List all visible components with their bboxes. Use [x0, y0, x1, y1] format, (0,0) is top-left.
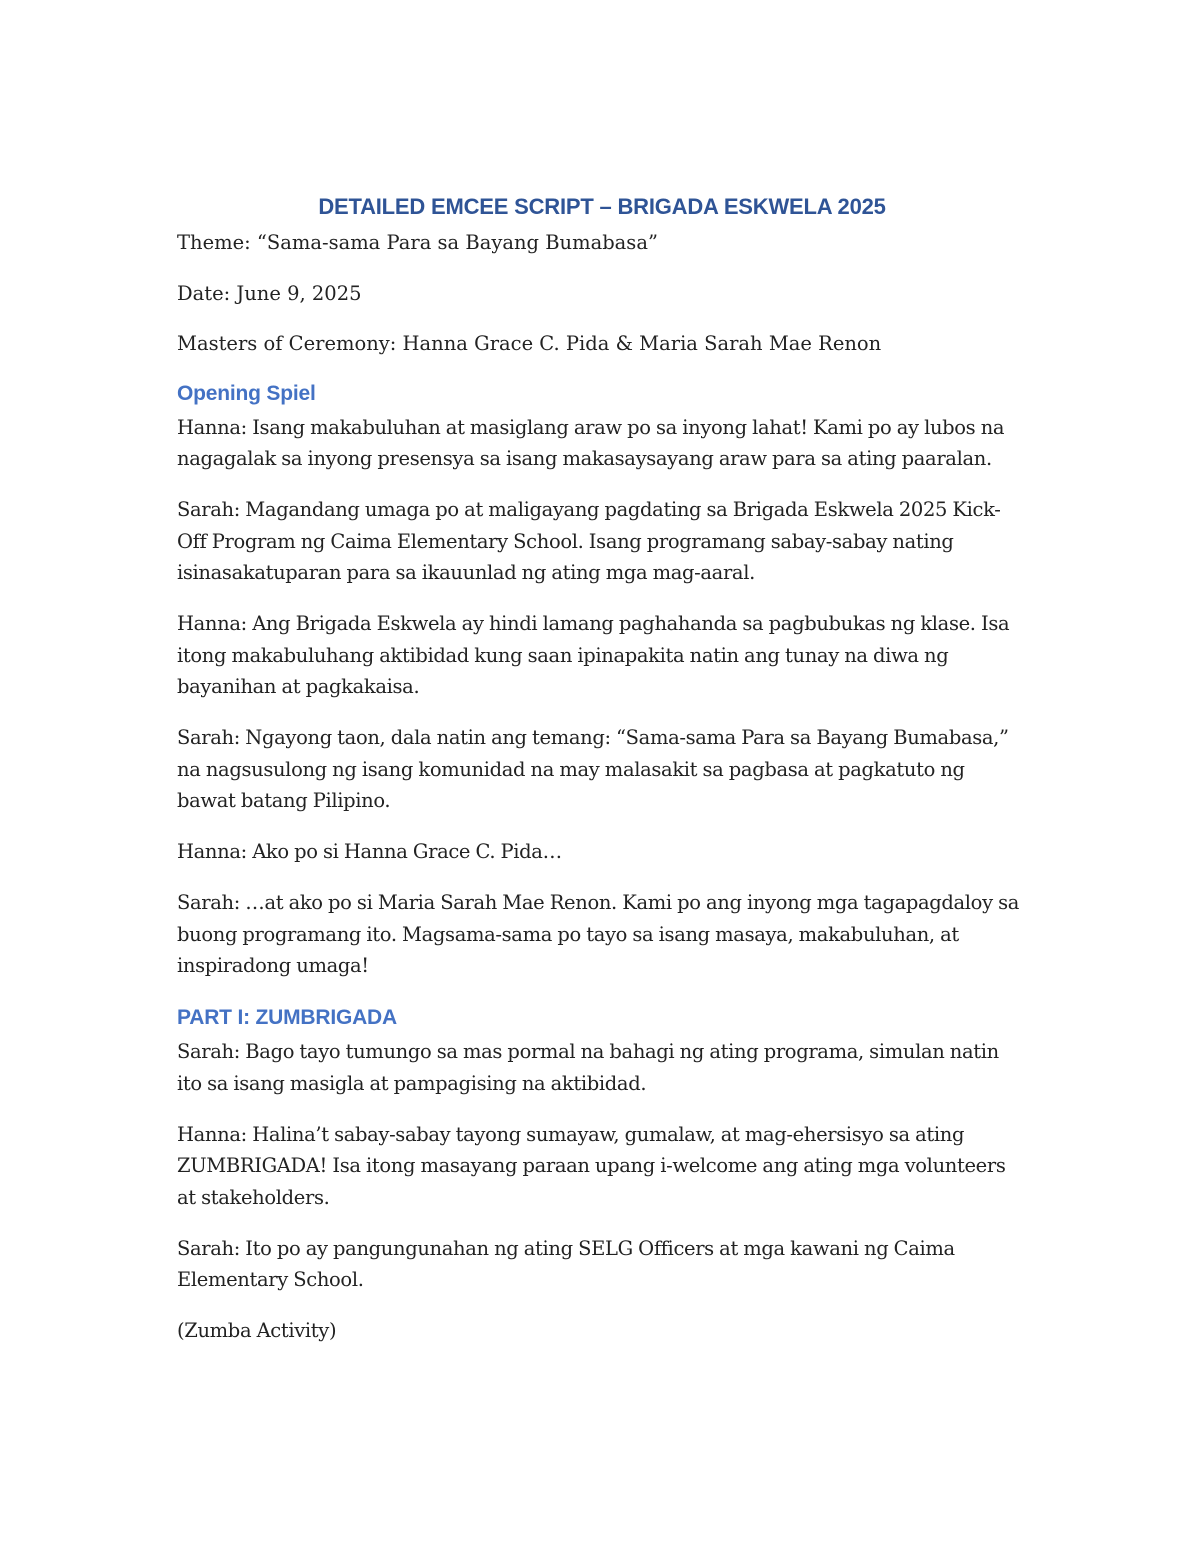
document-meta — [177, 227, 1027, 360]
script-paragraph: Sarah: Magandang umaga po at maligayang pagdating sa Brigada Eskwela 2025 Kick-Off Program ng Caima Elementary School. Isang programang sabay-sabay nating isinasakatuparan para sa ikauunlad ng ating mga mag-aaral. — [177, 498, 1001, 584]
script-paragraph: (Zumba Activity) — [177, 1319, 337, 1342]
document-body — [177, 191, 1027, 1366]
script-paragraph: Sarah: Ngayong taon, dala natin ang temang: “Sama-sama Para sa Bayang Bumabasa,” na nagsusulong ng isang komunidad na may malasakit sa pagbasa at pagkatuto ng bawat batang Pilipino. — [177, 726, 1009, 812]
section-heading: PART I: ZUMBRIGADA — [177, 1006, 397, 1029]
script-paragraph: Sarah: Ito po ay pangungunahan ng ating SELG Officers at mga kawani ng Caima Elementary School. — [177, 1236, 955, 1291]
section-heading: Opening Spiel — [177, 381, 316, 405]
section-opening-spiel — [177, 377, 1027, 982]
section-part-1-zumbrigada — [177, 1001, 1027, 1347]
script-paragraph: Hanna: Isang makabuluhan at masiglang araw po sa inyong lahat! Kami po ay lubos na nagagalak sa inyong presensya sa isang makasaysayang araw para sa ating paaralan. — [177, 415, 1005, 470]
script-paragraph: Sarah: …at ako po si Maria Sarah Mae Renon. Kami po ang inyong mga tagapagdaloy sa buong programang ito. Magsama-sama po tayo sa isang masaya, makabuluhan, at inspiradong umaga! — [177, 891, 1020, 977]
document-title: DETAILED EMCEE SCRIPT – BRIGADA ESKWELA 2025 — [318, 194, 886, 219]
script-paragraph: Sarah: Bago tayo tumungo sa mas pormal na bahagi ng ating programa, simulan natin ito sa isang masigla at pampagising na aktibidad. — [177, 1040, 999, 1095]
script-paragraph: Hanna: Ang Brigada Eskwela ay hindi lamang paghahanda sa pagbubukas ng klase. Isa itong makabuluhang aktibidad kung saan ipinapakita natin ang tunay na diwa ng bayanihan at pagkakaisa. — [177, 612, 1010, 698]
script-paragraph: Hanna: Halina’t sabay-sabay tayong sumayaw, gumalaw, at mag-ehersisyo sa ating ZUMBRIGADA! Isa itong masayang paraan upang i-welcome ang ating mga volunteers at stakeholders. — [177, 1122, 1006, 1209]
date-line: Date: June 9, 2025 — [177, 281, 362, 305]
script-paragraph: Hanna: Ako po si Hanna Grace C. Pida… — [177, 840, 562, 863]
theme-line: Theme: “Sama-sama Para sa Bayang Bumabasa” — [177, 231, 658, 254]
masters-line: Masters of Ceremony: Hanna Grace C. Pida & Maria Sarah Mae Renon — [177, 332, 882, 355]
